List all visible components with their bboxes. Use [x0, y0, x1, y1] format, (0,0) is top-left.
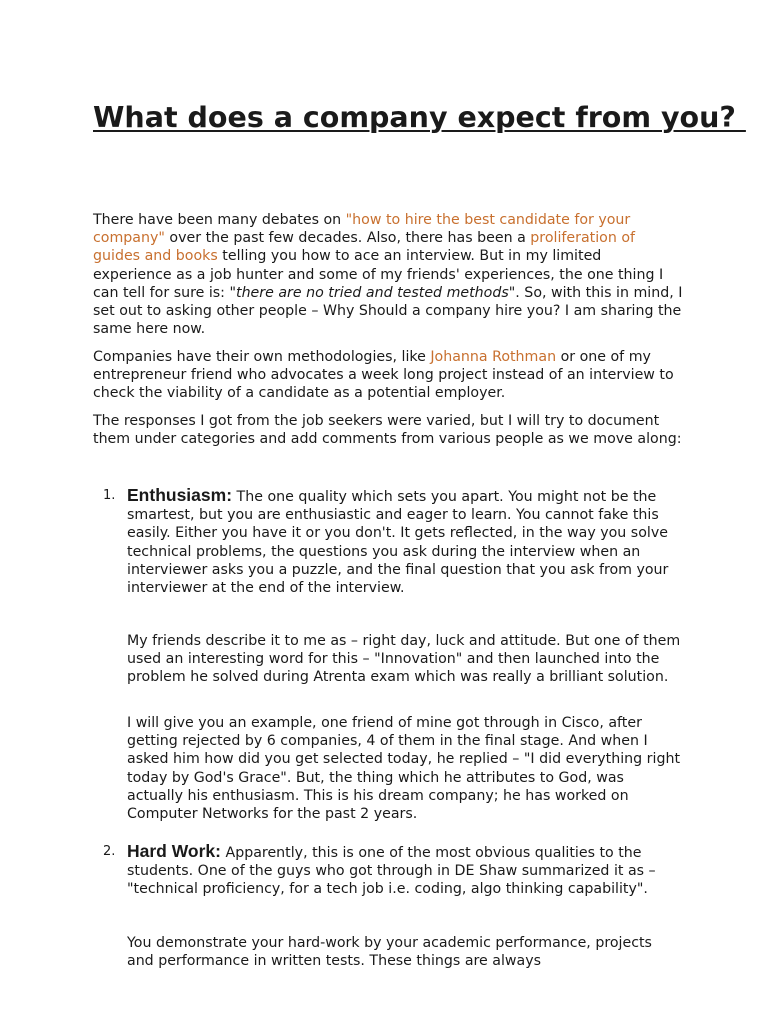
intro-text-4: ". So, with this in mind, I set out to asking other people – Why Should a company hire you? I am sharing the same here now. — [93, 284, 683, 338]
page-title: What does a company expect from you? — [93, 101, 746, 134]
methodologies-paragraph — [93, 348, 683, 403]
enthusiasm-subparagraph-1: My friends describe it to me as – right day, luck and attitude. But one of them used an interesting word for this – "Innovation" and then launched into the problem he solved during Atrenta exam which was really a brilliant solution. — [127, 633, 681, 686]
responses-paragraph: The responses I got from the job seekers were varied, but I will try to document them under categories and add comments from various people as we move along: — [93, 413, 682, 448]
item-title-enthusiasm: Enthusiasm: — [127, 485, 233, 505]
item-title-hard-work: Hard Work: — [127, 841, 221, 861]
hire-best-candidate-link[interactable]: "how to hire the best candidate for your company" — [93, 212, 631, 247]
hard-work-subparagraph-1: You demonstrate your hard-work by your academic performance, projects and performance in written tests. These things are always — [127, 935, 652, 970]
item-text-hard-work: Apparently, this is one of the most obvious qualities to the students. One of the guys who got through in DE Shaw summarized it as – "technical proficiency, for a tech job i.e. coding, algo thinking capability". — [127, 845, 656, 898]
intro-paragraph — [93, 211, 683, 338]
methodologies-text-2: or one of my entrepreneur friend who advocates a week long project instead of an interview to check the viability of a candidate as a potential employer. — [93, 349, 674, 402]
intro-text-2: over the past few decades. Also, there has been a — [164, 230, 531, 247]
guides-and-books-link[interactable]: proliferation of guides and books — [93, 230, 635, 265]
intro-text-1: There have been many debates on — [93, 212, 346, 228]
list-item-enthusiasm — [127, 486, 683, 597]
methodologies-text-1: Companies have their own methodologies, like — [93, 349, 431, 365]
list-item-hard-work — [127, 842, 683, 899]
list-number: 2. — [103, 844, 116, 859]
intro-emphasis: there are no tried and tested methods — [236, 284, 509, 301]
item-text-enthusiasm: The one quality which sets you apart. You might not be the smartest, but you are enthusiastic and eager to learn. You cannot fake this easily. Either you have it or you don't. It gets reflected, in the way you solve technical problems, the questions you ask during the interview when an interviewer asks you a puzzle, and the final question that you ask from your interviewer at the end of the interview. — [127, 489, 669, 597]
list-number: 1. — [103, 488, 116, 503]
intro-text-3: telling you how to ace an interview. But in my limited experience as a job hunter and some of my friends' experiences, the one thing I can tell for sure is: " — [93, 248, 664, 301]
enthusiasm-subparagraph-2: I will give you an example, one friend of mine got through in Cisco, after getting rejected by 6 companies, 4 of them in the final stage. And when I asked him how did you get selected today, he replied – "I did everything right today by God's Grace". But, the thing which he attributes to God, was actually his enthusiasm. This is his dream company; he has worked on Computer Networks for the past 2 years. — [127, 715, 681, 823]
johanna-rothman-link[interactable]: Johanna Rothman — [430, 349, 557, 365]
